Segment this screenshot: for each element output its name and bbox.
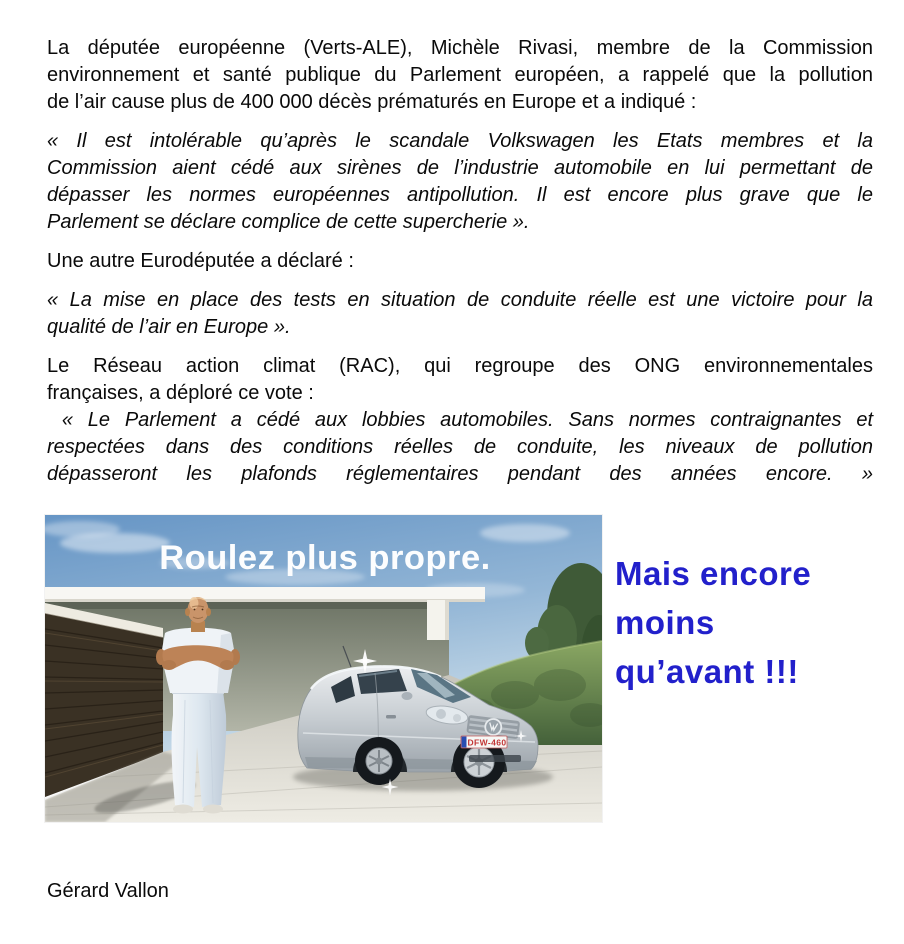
text-line: dépasseront les plafonds réglementaires pendant des années encore. » <box>47 463 873 485</box>
ad-headline: Roulez plus propre. <box>159 539 491 577</box>
text-line: « Il est intolérable qu’après le scandale Volkswagen les Etats membres et la <box>47 130 873 152</box>
text-line: Une autre Eurodéputée a déclaré : <box>47 250 354 272</box>
text-line: « La mise en place des tests en situation de conduite réelle est une victoire pour la <box>47 289 873 311</box>
text-line: de l’air cause plus de 400 000 décès prématurés en Europe et a indiqué : <box>47 91 697 113</box>
paragraph-quote-mep <box>47 287 873 341</box>
car-mirror <box>402 692 413 700</box>
license-plate-number: DFW-460 <box>467 737 507 748</box>
paragraph-quote-rivasi <box>47 128 873 236</box>
paragraph-rac <box>47 353 873 488</box>
text-line: qualité de l’air en Europe ». <box>47 316 291 338</box>
text-line: Le Réseau action climat (RAC), qui regroupe des ONG environnementales <box>47 355 873 377</box>
media-row <box>45 515 873 822</box>
text-line: respectées dans des conditions réelles de conduite, les niveaux de pollution <box>47 436 873 458</box>
annotation-line: moins <box>615 604 715 641</box>
car-rear-wheel <box>355 737 403 785</box>
text-line: La députée européenne (Verts-ALE), Michèle Rivasi, membre de la Commission <box>47 37 873 59</box>
text-line: « Le Parlement a cédé aux lobbies automobiles. Sans normes contraignantes et <box>47 409 873 431</box>
text-line: environnement et santé publique du Parlement européen, a rappelé que la pollution <box>47 64 873 86</box>
paragraph-intro <box>47 35 873 116</box>
signature: Gérard Vallon <box>47 880 169 902</box>
text-line: Commission aient cédé aux sirènes de l’industrie automobile en lui permettant de <box>47 157 873 179</box>
ad-photo-illustration <box>45 515 602 822</box>
annotation-text <box>615 549 811 822</box>
text-line: dépasser les normes européennes antipollution. Il est encore plus grave que le <box>47 184 873 206</box>
annotation-line: Mais encore <box>615 555 812 592</box>
car-door-handle <box>386 715 396 719</box>
annotation-line: qu’avant !!! <box>615 653 799 690</box>
vw-ad-image <box>45 515 602 822</box>
text-line: Parlement se déclare complice de cette supercherie ». <box>47 211 530 233</box>
text-line: françaises, a déploré ce vote : <box>47 382 314 404</box>
license-plate <box>461 736 507 748</box>
paragraph-other-mep <box>47 248 873 275</box>
